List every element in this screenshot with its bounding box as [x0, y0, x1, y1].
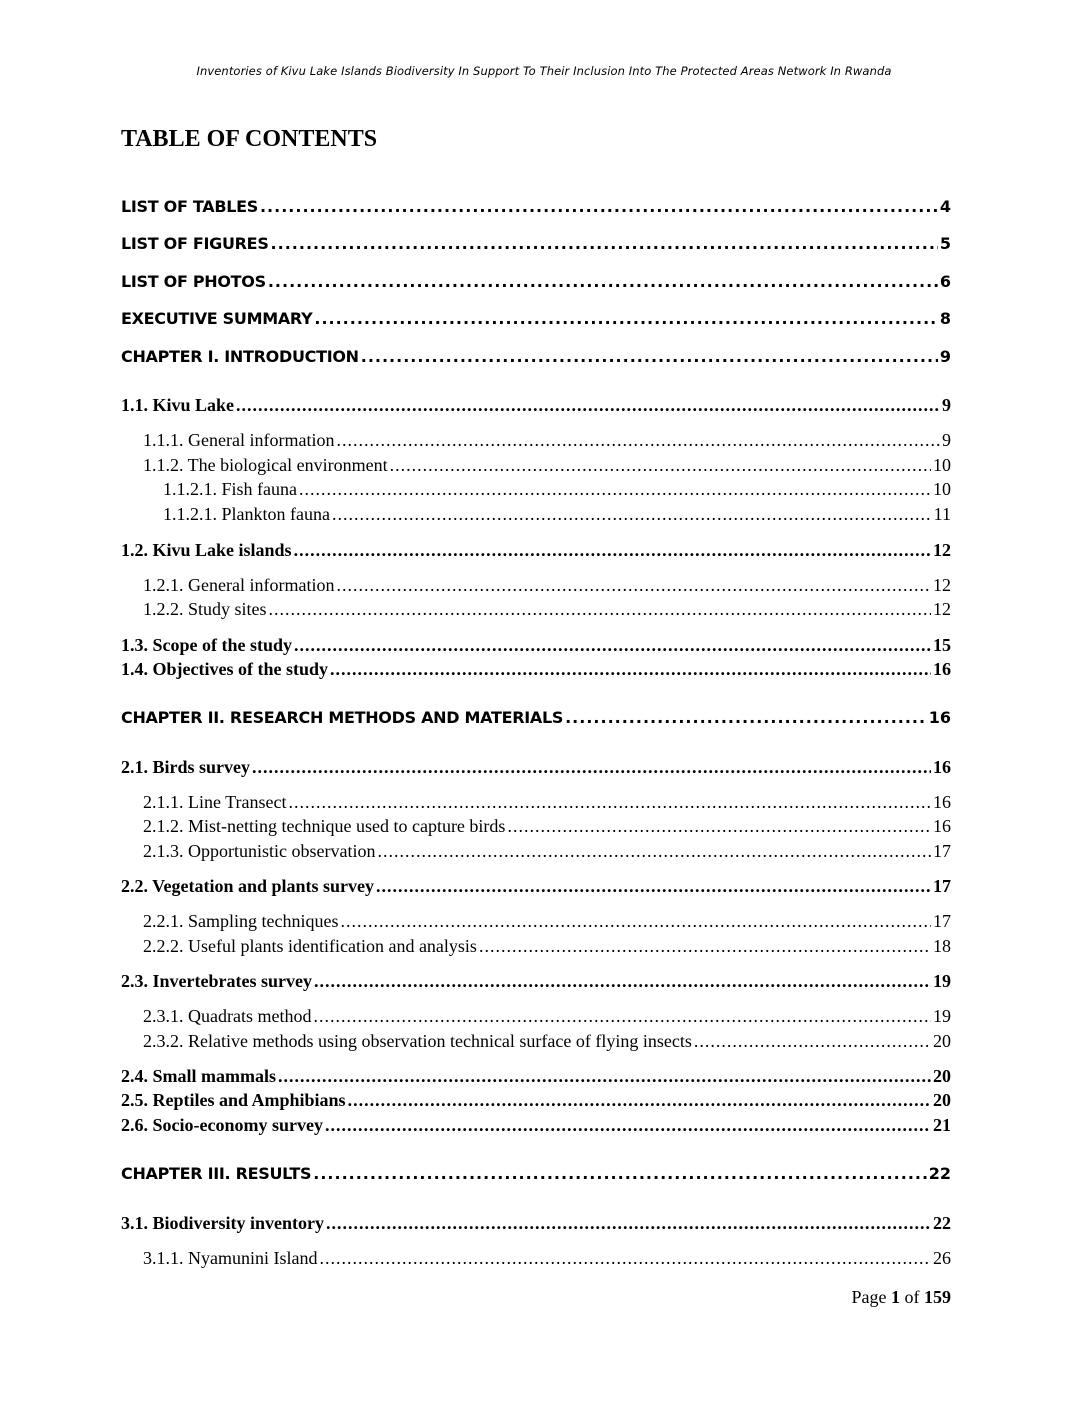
leader-dots [336, 575, 931, 596]
toc-entry-1-1[interactable]: 1.1. Kivu Lake ..... 9 [121, 395, 951, 416]
leader-dots [313, 1006, 931, 1027]
leader-dots [332, 504, 932, 525]
toc-entry-1-3[interactable]: 1.3. Scope of the study ..... 15 [121, 635, 951, 656]
running-header: Inventories of Kivu Lake Islands Biodiversity In Support To Their Inclusion Into The Protected Areas Network In Rwanda [196, 64, 892, 78]
leader-dots [348, 1090, 931, 1111]
toc-entry-2-2[interactable]: 2.2. Vegetation and plants survey ..... 17 [121, 876, 951, 897]
leader-dots [299, 479, 931, 500]
leader-dots [336, 430, 940, 451]
leader-dots [326, 1213, 931, 1234]
leader-dots [294, 540, 931, 561]
leader-dots [252, 757, 931, 778]
toc-entry-list-of-photos[interactable]: LIST OF PHOTOS ..... 6 [121, 272, 951, 291]
leader-dots [325, 1115, 931, 1136]
page-title: TABLE OF CONTENTS [121, 126, 378, 152]
toc-entry-2-1-1[interactable]: 2.1.1. Line Transect ..... 16 [143, 792, 951, 813]
leader-dots [314, 309, 938, 328]
leader-dots [376, 876, 931, 897]
toc-entry-3-1-1[interactable]: 3.1.1. Nyamunini Island ..... 26 [143, 1248, 951, 1269]
leader-dots [268, 272, 938, 291]
toc-entry-list-of-tables[interactable]: LIST OF TABLES ..... 4 [121, 197, 951, 216]
leader-dots [361, 347, 938, 366]
page-number: Page 1 of 159 [851, 1287, 951, 1307]
leader-dots [278, 1066, 931, 1087]
leader-dots [330, 659, 931, 680]
toc-entry-chapter-1[interactable]: CHAPTER I. INTRODUCTION ..... 9 [121, 347, 951, 366]
toc-entry-2-1[interactable]: 2.1. Birds survey ..... 16 [121, 757, 951, 778]
toc-entry-1-1-1[interactable]: 1.1.1. General information ..... 9 [143, 430, 951, 451]
leader-dots [319, 1248, 931, 1269]
toc-entry-2-4[interactable]: 2.4. Small mammals ..... 20 [121, 1066, 951, 1087]
leader-dots [260, 197, 938, 216]
toc-entry-3-1[interactable]: 3.1. Biodiversity inventory ..... 22 [121, 1213, 951, 1234]
leader-dots [271, 234, 938, 253]
toc-entry-2-3-2[interactable]: 2.3.2. Relative methods using observation technical surface of flying insects ..... 20 [143, 1031, 951, 1052]
leader-dots [479, 936, 931, 957]
leader-dots [289, 792, 932, 813]
toc-entry-2-5[interactable]: 2.5. Reptiles and Amphibians ..... 20 [121, 1090, 951, 1111]
toc-entry-1-4[interactable]: 1.4. Objectives of the study ..... 16 [121, 659, 951, 680]
toc-entry-1-2-1[interactable]: 1.2.1. General information ..... 12 [143, 575, 951, 596]
leader-dots [236, 395, 940, 416]
toc-entry-chapter-2[interactable]: CHAPTER II. RESEARCH METHODS AND MATERIALS ..... 16 [121, 708, 951, 727]
leader-dots [694, 1031, 931, 1052]
toc-entry-2-6[interactable]: 2.6. Socio-economy survey ..... 21 [121, 1115, 951, 1136]
leader-dots [313, 1164, 926, 1183]
toc-entry-1-1-2-1-fish[interactable]: 1.1.2.1. Fish fauna ..... 10 [163, 479, 951, 500]
toc-entry-1-1-2[interactable]: 1.1.2. The biological environment ..... 10 [143, 455, 951, 476]
leader-dots [340, 911, 931, 932]
toc-entry-2-2-2[interactable]: 2.2.2. Useful plants identification and analysis ..... 18 [143, 936, 951, 957]
leader-dots [377, 841, 931, 862]
toc-entry-2-3[interactable]: 2.3. Invertebrates survey ..... 19 [121, 971, 951, 992]
toc-entry-executive-summary[interactable]: EXECUTIVE SUMMARY ..... 8 [121, 309, 951, 328]
toc-entry-list-of-figures[interactable]: LIST OF FIGURES ..... 5 [121, 234, 951, 253]
leader-dots [314, 971, 931, 992]
leader-dots [507, 816, 931, 837]
leader-dots [565, 708, 927, 727]
leader-dots [390, 455, 931, 476]
leader-dots [294, 635, 931, 656]
toc-entry-1-2-2[interactable]: 1.2.2. Study sites ..... 12 [143, 599, 951, 620]
toc-entry-1-2[interactable]: 1.2. Kivu Lake islands ..... 12 [121, 540, 951, 561]
toc-entry-2-3-1[interactable]: 2.3.1. Quadrats method ..... 19 [143, 1006, 951, 1027]
toc-entry-2-1-3[interactable]: 2.1.3. Opportunistic observation ..... 17 [143, 841, 951, 862]
toc-entry-chapter-3[interactable]: CHAPTER III. RESULTS ..... 22 [121, 1164, 951, 1183]
leader-dots [269, 599, 931, 620]
toc-entry-1-1-2-1-plankton[interactable]: 1.1.2.1. Plankton fauna ..... 11 [163, 504, 951, 525]
toc-entry-2-1-2[interactable]: 2.1.2. Mist-netting technique used to capture birds ..... 16 [143, 816, 951, 837]
toc-entry-2-2-1[interactable]: 2.2.1. Sampling techniques ..... 17 [143, 911, 951, 932]
